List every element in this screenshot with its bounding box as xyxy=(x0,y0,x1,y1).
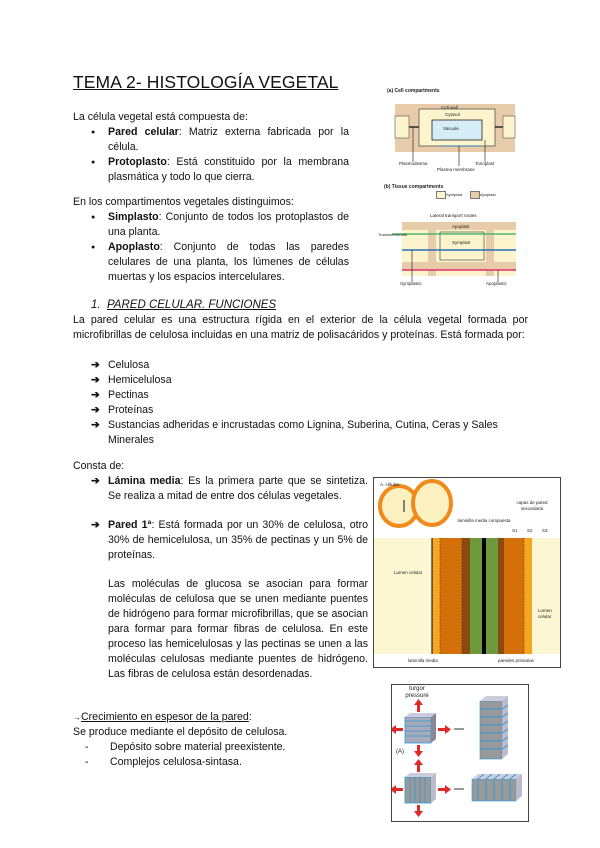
intro-lead: La célula vegetal está compuesta de: xyxy=(73,111,248,123)
crecimiento-block xyxy=(73,710,363,770)
figure-wall-layers: A. células laminilla media compuesta capas de pared secundaria S1 S2 S3 Lumen celular Lumen celular laminilla media paredes primarias xyxy=(373,477,561,668)
legend-swatch-apoplast xyxy=(470,191,480,199)
list-item: ➔ Proteínas xyxy=(91,404,154,416)
compartments-block xyxy=(73,195,349,285)
list-item: ● Pared celular: Matriz externa fabricada por la célula. xyxy=(91,125,349,155)
arrow-icon: ➔ xyxy=(91,374,100,386)
intro-list xyxy=(91,125,349,185)
list-item: ➔ Pectinas xyxy=(91,389,149,401)
arrow-icon: ➔ xyxy=(91,475,100,487)
arrow-icon: ➔ xyxy=(91,389,100,401)
components-list xyxy=(91,358,528,448)
list-item: ➔ Pared 1ª: Está formada por un 30% de celulosa, otro 30% de hemicelulosa, un 35% de pectinas y un 5% de proteínas. xyxy=(91,519,368,561)
arrow-icon: ➔ xyxy=(91,519,100,531)
turgor-diagram xyxy=(392,685,528,821)
list-item: ➔ Celulosa xyxy=(91,359,150,371)
figure-turgor: turgor pressure (A) xyxy=(391,684,529,822)
list-item: ● Apoplasto: Conjunto de todas las paredes celulares de una planta, los lúmenes de células muertas y los espacios intercelulares. xyxy=(91,240,349,285)
glucosa-paragraph: Las moléculas de glucosa se asocian para formar moléculas de celulosa que se unen mediante puentes de hidrógeno para formar microfibrillas, que se asocian para formar para formar fibras de celulosa. En este proceso las hemicelulosas y las pectinas se unen a las moléculas celulosas mediante puentes de hidrógeno. Las fibras de celulosa están desordenadas. xyxy=(108,578,368,680)
compartments-list xyxy=(91,210,349,285)
consta-lead: Consta de: xyxy=(73,460,125,472)
intro-block xyxy=(73,110,349,185)
page-title: TEMA 2- HISTOLOGÍA VEGETAL xyxy=(73,72,339,92)
compartments-lead: En los compartimentos vegetales distinguimos: xyxy=(73,196,294,208)
arrow-icon: ➔ xyxy=(91,359,100,371)
section-paragraph: La pared celular es una estructura rígida en el exterior de la célula vegetal formada por microfibrillas de celulosa incluidas en una matriz de polisacáridos y proteínas. Está formada por: xyxy=(73,314,528,341)
figure-cell-compartments: (a) Cell compartments Cell wall Cytosol Vacuole Plasmodesma Tonoplast Plasma membrane xyxy=(385,88,525,176)
arrow-icon: ➔ xyxy=(91,419,100,431)
section-heading: 1. PARED CELULAR. FUNCIONES xyxy=(91,299,277,311)
list-item: ● Simplasto: Conjunto de todos los protoplastos de una planta. xyxy=(91,210,349,240)
list-item: ➔ Lámina media: Es la primera parte que se sintetiza. Se realiza a mitad de entre dos células vegetales. xyxy=(91,475,368,502)
crecimiento-heading: →Crecimiento en espesor de la pared: xyxy=(73,711,252,723)
list-item: ● Protoplasto: Está constituido por la membrana plasmática y todo lo que cierra. xyxy=(91,155,349,185)
list-item: ➔ Hemicelulosa xyxy=(91,374,172,386)
arrow-icon: ➔ xyxy=(91,404,100,416)
consta-list xyxy=(91,474,368,682)
list-item: - Depósito sobre material preexistente. xyxy=(83,740,363,755)
list-item: - Complejos celulosa-sintasa. xyxy=(83,755,363,770)
legend-swatch-symplast xyxy=(436,191,446,199)
list-item: ➔ Sustancias adheridas e incrustadas como Lignina, Suberina, Cutina, Ceras y Sales Minerales xyxy=(91,419,498,446)
crecimiento-lead: Se produce mediante el depósito de celulosa. xyxy=(73,726,288,738)
figure-tissue-compartments: (b) Tissue compartments Symplast Apoplast Lateral transport routes Transmembrane Apoplast Symplast Symplastic Apoplastic xyxy=(378,182,528,286)
